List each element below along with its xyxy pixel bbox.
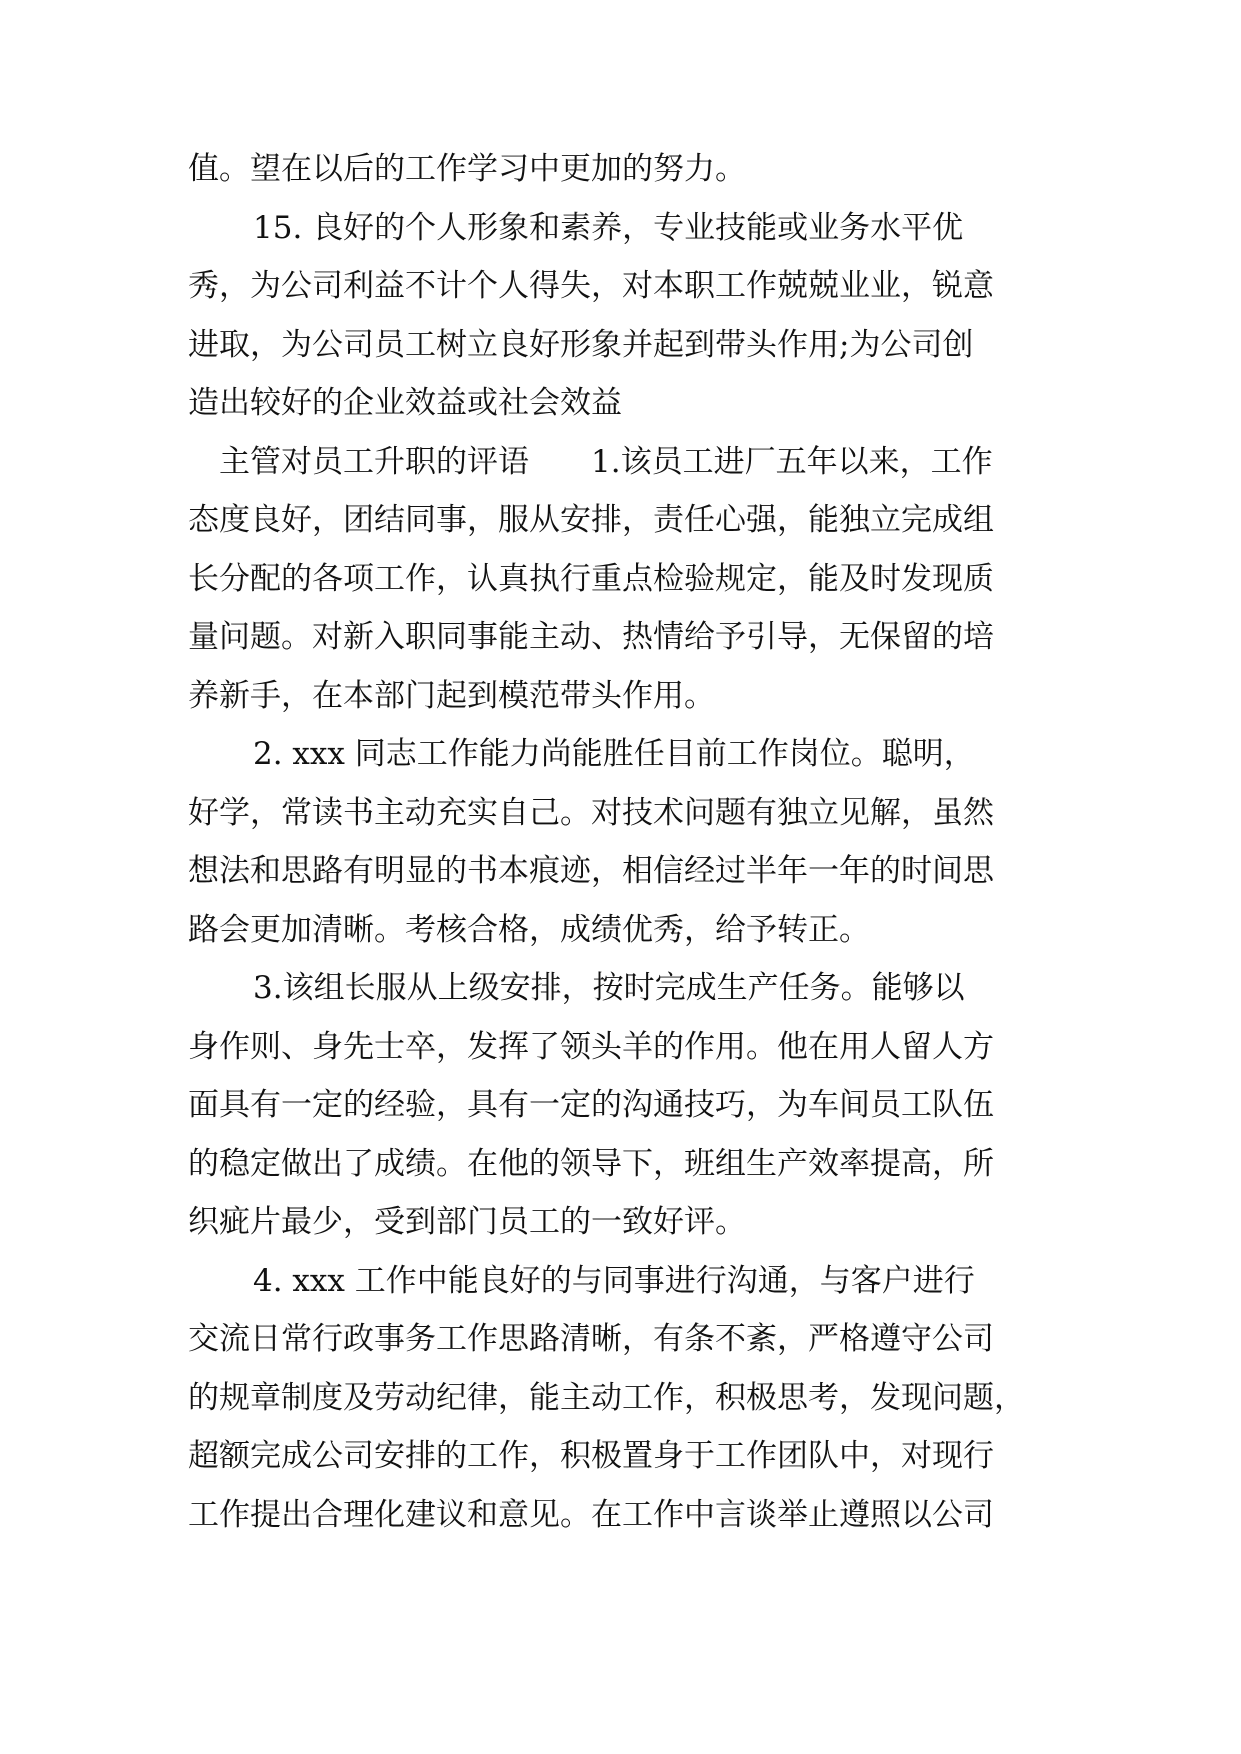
text-line: 3.该组长服从上级安排，按时完成生产任务。能够以 bbox=[253, 970, 965, 1006]
text-line: 工作提出合理化建议和意见。在工作中言谈举止遵照以公司 bbox=[188, 1497, 994, 1533]
text-line: 织疵片最少，受到部门员工的一致好评。 bbox=[188, 1204, 746, 1240]
text-line: 态度良好，团结同事，服从安排，责任心强，能独立完成组 bbox=[188, 502, 994, 538]
heading-line bbox=[219, 442, 993, 482]
text-line: 15. 良好的个人形象和素养，专业技能或业务水平优 bbox=[253, 210, 964, 246]
text-line: 养新手，在本部门起到模范带头作用。 bbox=[188, 678, 715, 714]
text-line: 身作则、身先士卒，发挥了领头羊的作用。他在用人留人方 bbox=[188, 1029, 994, 1065]
text-line: 想法和思路有明显的书本痕迹，相信经过半年一年的时间思 bbox=[188, 853, 994, 889]
text-line: 造出较好的企业效益或社会效益 bbox=[188, 385, 622, 421]
text-line: 进取，为公司员工树立良好形象并起到带头作用;为公司创 bbox=[188, 327, 974, 363]
text-line: 的稳定做出了成绩。在他的领导下，班组生产效率提高，所 bbox=[188, 1146, 994, 1182]
text-line: 长分配的各项工作，认真执行重点检验规定，能及时发现质 bbox=[188, 561, 994, 597]
text-line: 1.该员工进厂五年以来，工作 bbox=[591, 444, 993, 480]
text-line: 好学，常读书主动充实自己。对技术问题有独立见解，虽然 bbox=[188, 795, 994, 831]
text-line: 秀，为公司利益不计个人得失，对本职工作兢兢业业，锐意 bbox=[188, 268, 994, 304]
text-line: 量问题。对新入职同事能主动、热情给予引导，无保留的培 bbox=[188, 619, 994, 655]
text-line: 路会更加清晰。考核合格，成绩优秀，给予转正。 bbox=[188, 912, 870, 948]
text-line: 4. xxx 工作中能良好的与同事进行沟通，与客户进行 bbox=[253, 1263, 975, 1299]
section-heading: 主管对员工升职的评语 bbox=[219, 444, 529, 480]
text-line: 的规章制度及劳动纪律，能主动工作，积极思考，发现问题， bbox=[188, 1380, 1025, 1416]
text-line: 超额完成公司安排的工作，积极置身于工作团队中，对现行 bbox=[188, 1438, 994, 1474]
text-line: 值。望在以后的工作学习中更加的努力。 bbox=[188, 151, 746, 187]
text-line: 交流日常行政事务工作思路清晰，有条不紊，严格遵守公司 bbox=[188, 1321, 994, 1357]
text-line: 2. xxx 同志工作能力尚能胜任目前工作岗位。聪明， bbox=[253, 736, 975, 772]
text-line: 面具有一定的经验，具有一定的沟通技巧，为车间员工队伍 bbox=[188, 1087, 994, 1123]
